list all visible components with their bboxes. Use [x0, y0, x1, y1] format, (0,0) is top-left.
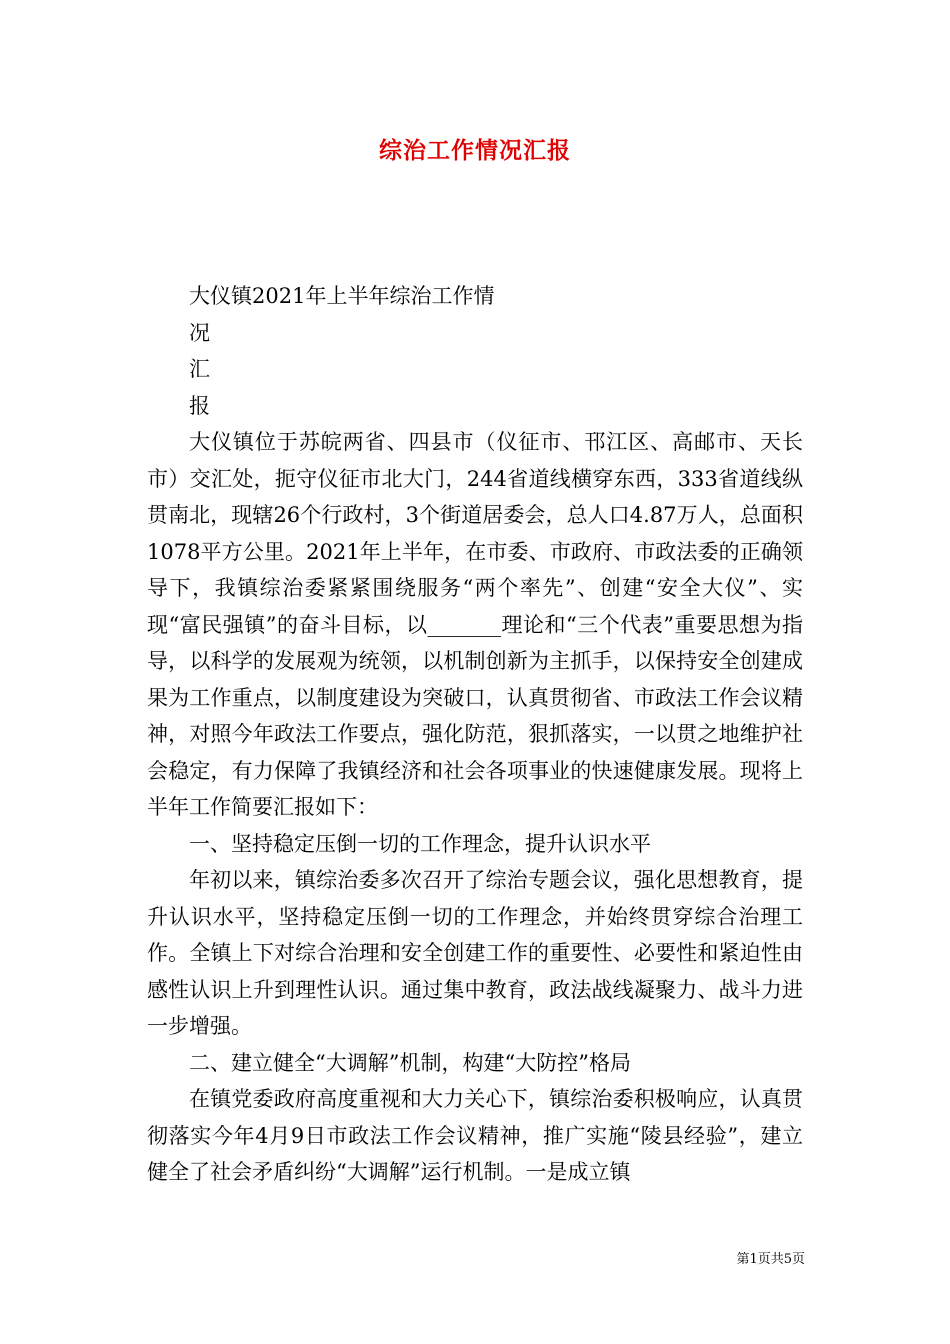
heading-line: 汇	[189, 357, 210, 381]
page-number: 第1页共5页	[736, 1252, 805, 1267]
heading-line: 报	[189, 393, 210, 418]
paragraph-section-2: 在镇党委政府高度重视和大力关心下，镇综治委积极响应，认真贯彻落实今年4月9日市政法工作会议精神，推广实施“陵县经验”，建立健全了社会矛盾纠纷“大调解”运行机制。一是成立镇	[147, 1087, 803, 1184]
heading-line: 大仪镇2021年上半年综治工作情	[189, 284, 495, 308]
paragraph-section-1: 年初以来，镇综治委多次召开了综治专题会议，强化思想教育，提升认识水平，坚持稳定压倒一切的工作理念，并始终贯穿综合治理工作。全镇上下对综合治理和安全创建工作的重要性、必要性和紧迫性由感性认识上升到理性认识。通过集中教育，政法战线凝聚力、战斗力进一步增强。	[147, 868, 803, 1038]
paragraph-intro: 大仪镇位于苏皖两省、四县市（仪征市、邗江区、高邮市、天长市）交汇处，扼守仪征市北大门，244省道线横穿东西，333省道线纵贯南北，现辖26个行政村，3个街道居委会，总人口4.87万人，总面积1078平方公里。2021年上半年，在市委、市政府、市政法委的正确领导下，我镇综治委紧紧围绕服务“两个率先”、创建“安全大仪”、实现“富民强镇”的奋斗目标，以_______理论和“三个代表”重要思想为指导，以科学的发展观为统领，以机制创新为主抓手，以保持安全创建成果为工作重点，以制度建设为突破口，认真贯彻省、市政法工作会议精神，对照今年政法工作要点，强化防范，狠抓落实，一以贯之地维护社会稳定，有力保障了我镇经济和社会各项事业的快速健康发展。现将上半年工作简要汇报如下：	[147, 430, 803, 819]
document-title: 综治工作情况汇报	[379, 137, 571, 164]
section-heading-2: 二、建立健全“大调解”机制，构建“大防控”格局	[189, 1050, 631, 1075]
document-body	[147, 278, 803, 1191]
section-heading-1: 一、坚持稳定压倒一切的工作理念，提升认识水平	[189, 831, 651, 856]
heading-line: 况	[189, 320, 210, 345]
